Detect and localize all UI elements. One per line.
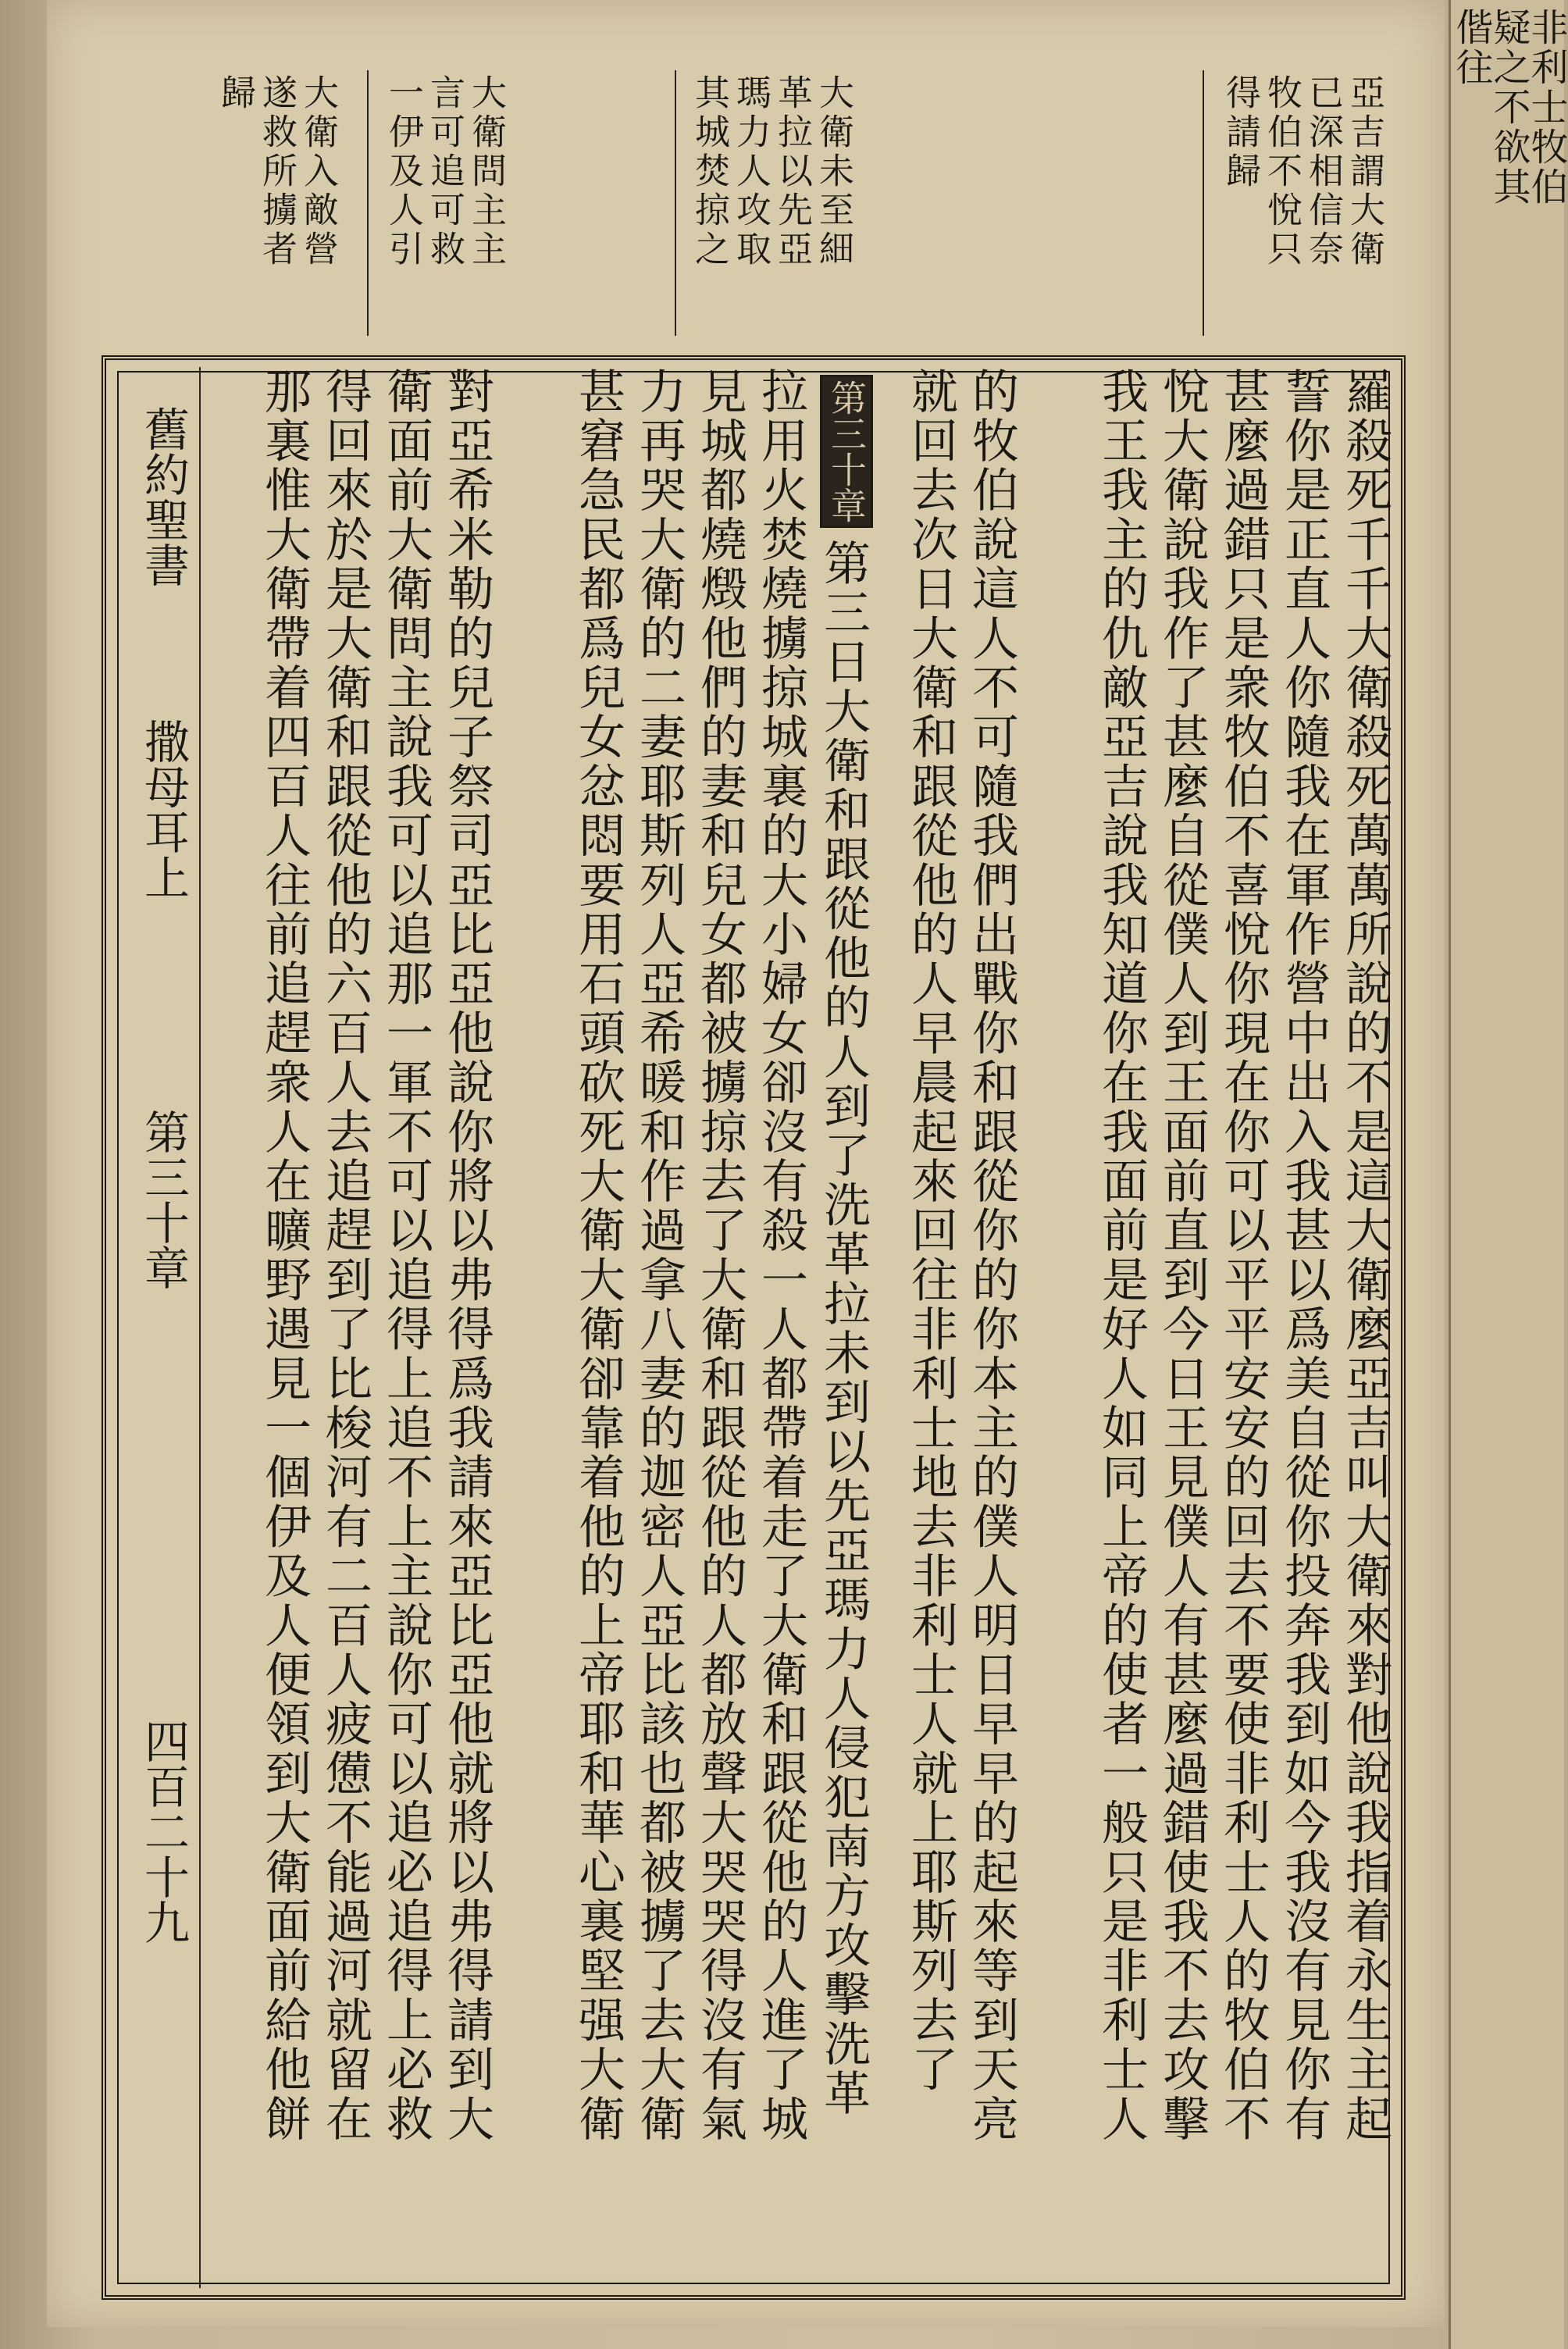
body-line: 見城都燒燬他們的妻和兒女都被擄掠去了大衛和跟從他的人都放聲大哭哭得沒有氣 (693, 367, 747, 2144)
side-note: 一伊及人引 (383, 74, 424, 269)
side-note: 歸 (215, 74, 256, 113)
chapter-marker: 第三十章 (820, 375, 873, 528)
body-line: 我王我主的仇敵亞吉說我知道你在我面前是好人如同上帝的使者一般只是非利士人 (1094, 367, 1149, 2144)
side-note: 言可追可救 (424, 74, 465, 269)
side-note: 大衛問主主 (465, 74, 507, 269)
side-note-divider (1203, 70, 1204, 336)
body-line: 第三日大衛和跟從他的人到了洗革拉未到以先亞瑪力人侵犯南方攻擊洗革 (816, 539, 871, 2119)
side-note-divider (367, 70, 369, 336)
side-note: 大衛未至細 (813, 74, 854, 269)
body-line: 就回去次日大衛和跟從他的人早晨起來回往非利士地去非利士人就上耶斯列去了 (903, 367, 958, 2094)
side-note: 大衛入敵營 (298, 74, 339, 269)
facing-side-note: 非利士牧伯 (1524, 8, 1568, 207)
side-note: 革拉以先亞 (772, 74, 813, 269)
body-line: 拉用火焚燒擄掠城裏的大小婦女卻沒有殺一人都帶着走了大衛和跟從他的人進了城 (754, 367, 808, 2144)
body-line: 甚窘急民都爲兒女忿悶要用石頭砍死大衛大衛卻靠着他的上帝耶和華心裏堅强大衛 (571, 367, 625, 2144)
body-line: 羅殺死千千大衛殺死萬萬所說的不是這大衛麼亞吉叫大衛來對他說我指着永生主起 (1338, 367, 1392, 2144)
book-section: 撒母耳上 (137, 718, 190, 900)
side-note: 牧伯不悅只 (1261, 74, 1303, 269)
facing-page (1449, 0, 1568, 2349)
side-note-divider (675, 70, 676, 336)
body-line: 對亞希米勒的兒子祭司亞比亞他說你將以弗得爲我請來亞比亞他就將以弗得請到大 (440, 367, 494, 2144)
side-note: 得請歸 (1220, 74, 1261, 191)
body-line: 甚麼過錯只是衆牧伯不喜悅你現在你可以平平安安的回去不要使非利士人的牧伯不 (1216, 367, 1270, 2144)
running-title: 舊約聖書 (137, 406, 190, 587)
side-note: 其城焚掠之 (689, 74, 730, 269)
facing-side-note: 疑之不欲其 (1487, 8, 1531, 207)
body-line: 衛面前大衛問主說我可以追那一軍不可以追得上追不上主說你可以追必追得上必救 (379, 367, 433, 2144)
body-line: 得回來於是大衛和跟從他的六百人去追趕到了比梭河有二百人疲憊不能過河就留在 (318, 367, 372, 2144)
body-line: 的牧伯說這人不可隨我們出戰你和跟從你的你本主的僕人明日早早的起來等到天亮 (964, 367, 1019, 2144)
body-line: 悅大衛說我作了甚麼自從僕人到王面前直到今日王見僕人有甚麼過錯使我不去攻擊 (1155, 367, 1210, 2144)
side-note: 亞吉謂大衛 (1344, 74, 1385, 269)
page-number: 四百二十九 (137, 1718, 190, 1944)
body-line: 力再哭大衛的二妻耶斯列人亞希暖和作過拿八妻的迦密人亞比該也都被擄了去大衛 (632, 367, 686, 2144)
body-line: 誓你是正直人你隨我在軍作營中出入我甚以爲美自從你投奔我到如今我沒有見你有 (1277, 367, 1331, 2144)
side-note: 遂救所擄者 (256, 74, 298, 269)
footer-divider (199, 367, 201, 2288)
side-note: 瑪力人攻取 (730, 74, 772, 269)
body-line: 那裏惟大衛帶着四百人往前追趕衆人在曠野遇見一個伊及人便領到大衛面前給他餅 (257, 367, 312, 2144)
facing-side-note: 偕往 (1449, 8, 1493, 87)
side-note: 已深相信奈 (1303, 74, 1344, 269)
chapter-label: 第三十章 (137, 1109, 190, 1290)
